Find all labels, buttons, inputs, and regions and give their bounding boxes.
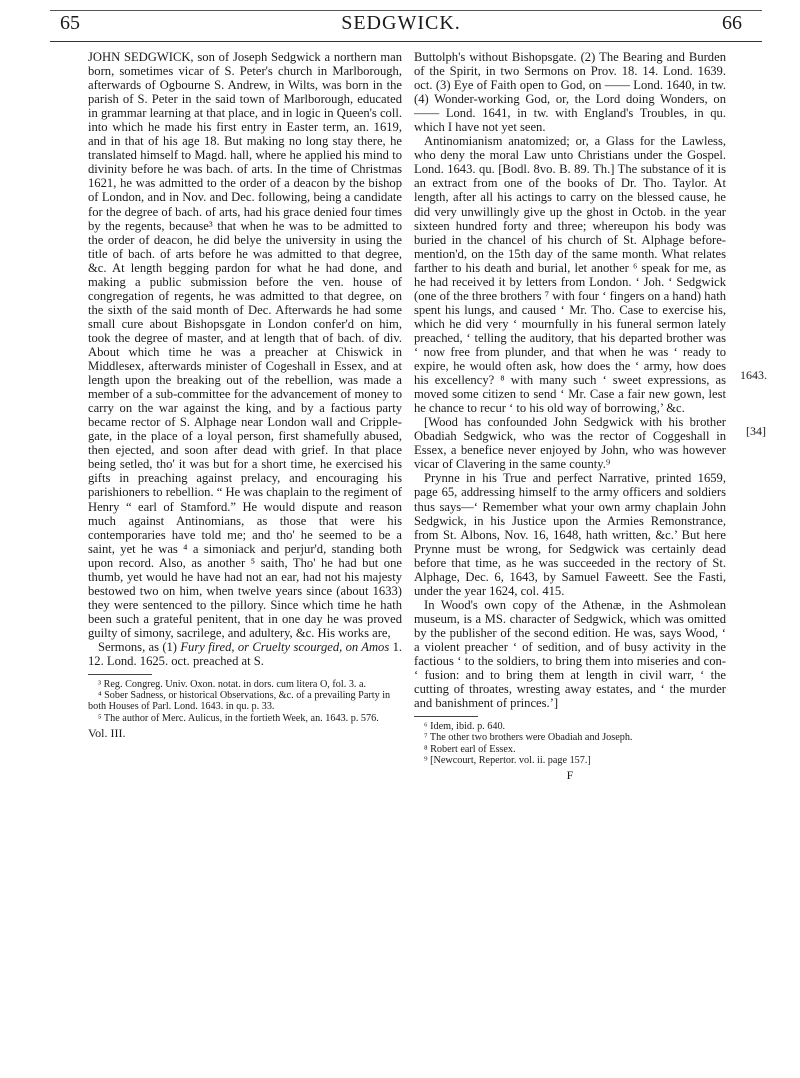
margin-year: 1643.	[740, 368, 767, 382]
prynne-paragraph: Prynne in his True and perfect Narrative, printed 1659, page 65, addressing himself to the army officers and soldiers thus says—‘ Remember what your own army chaplain John Sedgwick, in his Justice upon the Armies Remonstrance, from St. Albons, Nov. 16, 1648, hath written, &c.’ But here Prynne must be wrong, for Sedgwick was certainly dead before that time, as he was succeeded in the rectory of St. Alphage, Dec. 6, 1643, by Samuel Faweett. See the Fasti, under the year 1624, col. 415.	[414, 471, 726, 598]
gathering-signature: F	[566, 768, 574, 783]
page-number-right: 66	[722, 12, 742, 34]
margin-bracket-number: [34]	[746, 424, 766, 438]
header-rule	[50, 41, 762, 42]
right-column	[414, 50, 726, 782]
footnote: ⁹ [Newcourt, Repertor. vol. ii. page 157.]	[424, 754, 591, 766]
footnote-rule	[88, 674, 152, 675]
works-continued: Buttolph's without Bishopsgate. (2) The Bearing and Burden of the Spirit, in two Sermons on Prov. 18. 14. Lond. 1639. oct. (3) Eye of Faith open to God, on —— Lond. 1640, in tw. (4) Wonder-working God, or, the Lord doing Wonders, on —— Lond. 1641, in tw. with England's Troubles, in qu. which I have not yet seen.	[414, 50, 726, 135]
footnote-rule	[414, 716, 478, 717]
volume-signature: Vol. III.	[88, 725, 126, 740]
subject-name: JOHN SEDGWICK,	[88, 50, 194, 64]
biography-paragraph	[88, 50, 402, 640]
footnote: ⁷ The other two brothers were Obadiah and Joseph.	[424, 732, 633, 744]
running-header	[60, 12, 742, 40]
work-title: Fury fired, or Cruelty scourged, on Amos	[180, 639, 390, 654]
antinomianism-paragraph: Antinomianism anatomized; or, a Glass for the Lawless, who deny the moral Law unto Christians under the Gospel. Lond. 1643. qu. [Bodl. 8vo. B. 89. Th.] The substance of it is an extract from one of the books of Dr. Tho. Taylor. At length, after all his actings to carry on the blessed cause, he did very unwillingly give up the ghost in Octob. in the year sixteen hundred forty and three; whereupon his body was buried in the chancel of his church of St. Alphage before-mention'd, on the 15th day of the same month. What relates farther to his death and burial, let another ⁶ speak for me, as he had received it by letters from London. ‘ Joh. ‘ Sedgwick (one of the three brothers ⁷ with four ‘ fingers on a hand) hath spent his lungs, and caused ‘ Mr. Tho. Case to exercise his, which he did very ‘ mournfully in his funeral sermon lately preached, ‘ telling the auditory, that his departed brother was ‘ now free from plunder, and that when he was ‘ ready to expire, he would often ask, how does the ‘ army, how does his excellency? ⁸ with many such ‘ sweet expressions, as moved some citizen to send ‘ Mr. Case a fair new gown, lest he chance to recur ‘ to his old way of borrowing,’ &c.	[414, 134, 726, 416]
running-title: SEDGWICK.	[341, 12, 461, 34]
top-rule	[50, 10, 762, 11]
footnote: ³ Reg. Congreg. Univ. Oxon. notat. in dors. cum litera O, fol. 3. a.	[98, 679, 367, 691]
biography-text: son of Joseph Sedgwick a northern man born, sometimes vicar of S. Peter's church in Marlborough, afterwards of Ogbourne S. Andrew, in Wilts, was born in the parish of S. Peter in the said town of Marlborough, educated in grammar learning at that place, and in logic in Queen's coll. into which he made his first entry in Easter term, an. 1619, and in that of his age 18. But making no long stay there, he translated himself to Magd. hall, where he applied his mind to divinity before he was bach. of arts. In the time of Christmas 1621, he was admitted to the order of a deacon by the bishop of London, and in Nov. and Dec. following, being a candidate for the degree of bach. of arts, had his grace denied four times by the regents, because³ that when he was to be admitted to the order of deacon, he did belye the university in using the title of bach. of arts before he was admitted to that degree, &c. At length begging pardon for what he had done, and making a public submission before the ven. house of congregation of regents, he was admitted to that degree, on the sixth of the said month of Dec. Afterwards he had some small cure about Bishopsgate in London confer'd on him, took the degree of master, and at length that of bach. of div. About which time he was a preacher at Chiswick in Middlesex, afterwards minister of Cogeshall in Essex, and at length upon the breaking out of the rebellion, was made a member of a sub-committee for the advancement of money to carry on the war against the king, and by a factious party became rector of S. Alphage near London wall and Cripple-gate, in the place of a loyal person, first shamefully abused, then ejected, and soon after dead with grief. In that place being setled, tho' it was but for a short time, he exercised his gifts in preaching against prelacy, and encouraging his parishioners to rebellion. “ He was chaplain to the regiment of Henry “ earl of Stamford.” He would dispute and reason much against Antinomians, as those that were his contemporaries have told me; and tho' he seemed to be a saint, yet he was ⁴ a simoniack and perjur'd, standing both upon record. Also, as another ⁵ saith, Tho' he had but one thumb, yet would he have had not an ear, had not his majesty bestowed two on him, when twelve years since (about 1633) they were sentenced to the pillory. Since which time he hath been such a grateful penitent, that in one day he was proved guilty of simony, sacrilege, and adultery, &c. His works are,	[88, 50, 402, 640]
page-number-left: 65	[60, 12, 80, 34]
wood-copy-paragraph: In Wood's own copy of the Athenæ, in the Ashmolean museum, is a MS. character of Sedgwick, which was omitted by the publisher of the second edition. He was, says Wood, ‘ a violent preacher ‘ of sedition, and of busy activity in the factious ‘ to the soldiers, to bring them into miseries and con- ‘ fusion: and to bring them at length in civil warr, ‘ the cutting of throates, wresting away estates, and ‘ the murder and banishment of princes.’]	[414, 597, 726, 711]
footnote: ⁴ Sober Sadness, or historical Observations, &c. of a prevailing Party in both Houses of Parl. Lond. 1643. in qu. p. 33.	[88, 690, 391, 713]
works-paragraph: Sermons, as (1) Fury fired, or Cruelty scourged, on Amos 1. 12. Lond. 1625. oct. preached at S.	[88, 639, 403, 669]
left-column	[88, 50, 402, 740]
footnote: ⁵ The author of Merc. Aulicus, in the fortieth Week, an. 1643. p. 576.	[98, 712, 379, 724]
editor-note: [Wood has confounded John Sedgwick with his brother Obadiah Sedgwick, who was the rector of Coggeshall in Essex, a benefice never enjoyed by John, who was however vicar of Clavering in the same county.⁹	[414, 415, 726, 472]
footnote: ⁸ Robert earl of Essex.	[424, 743, 516, 755]
footnote: ⁶ Idem, ibid. p. 640.	[424, 721, 506, 733]
